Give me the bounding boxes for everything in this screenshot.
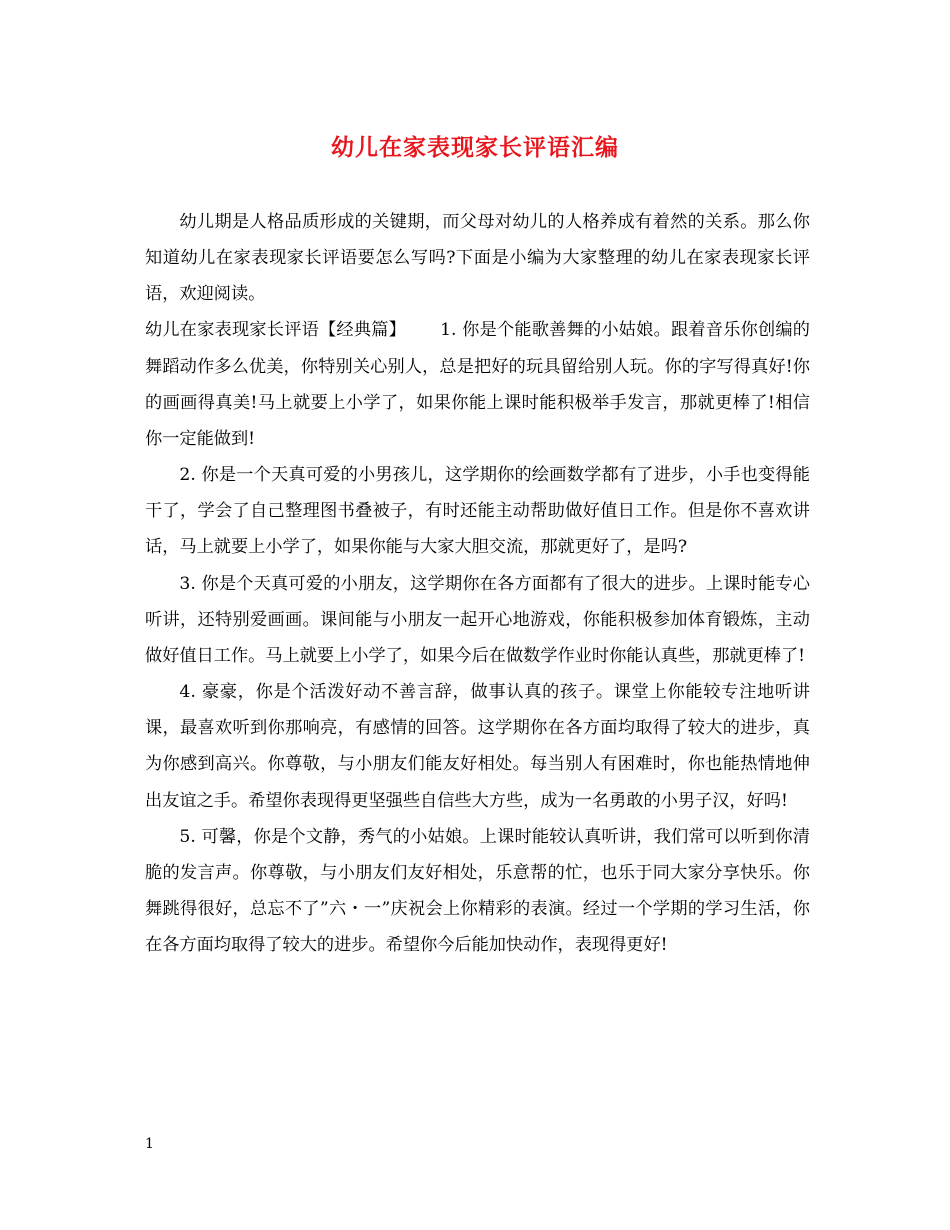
comment-paragraph-3: 3. 你是个天真可爱的小朋友，这学期你在各方面都有了很大的进步。上课时能专心听讲，还特别爱画画。课间能与小朋友一起开心地游戏，你能积极参加体育锻炼，主动做好值日工作。马上就要上小学了，如果今后在做数学作业时你能认真些，那就更棒了! [145, 573, 810, 666]
comment-paragraph-5: 5. 可馨，你是个文静，秀气的小姑娘。上课时能较认真听讲，我们常可以听到你清脆的发言声。你尊敬，与小朋友们友好相处，乐意帮的忙，也乐于同大家分享快乐。你舞跳得很好，总忘不了”六・一”庆祝会上你精彩的表演。经过一个学期的学习生活，你在各方面均取得了较大的进步。希望你今后能加快动作，表现得更好! [145, 826, 810, 956]
comment-paragraph-2: 2. 你是一个天真可爱的小男孩儿，这学期你的绘画数学都有了进步，小手也变得能干了，学会了自己整理图书叠被子，有时还能主动帮助做好值日工作。但是你不喜欢讲话，马上就要上小学了，如果你能与大家大胆交流，那就更好了，是吗? [145, 465, 810, 558]
comment-paragraph-4: 4. 豪豪，你是个活泼好动不善言辞，做事认真的孩子。课堂上你能较专注地听讲课，最喜欢听到你那响亮，有感情的回答。这学期你在各方面均取得了较大的进步，真为你感到高兴。你尊敬，与小朋友们能友好相处。每当别人有困难时，你也能热情地伸出友谊之手。希望你表现得更坚强些自信些大方些，成为一名勇敢的小男子汉，好吗! [145, 682, 810, 811]
intro-paragraph: 幼儿期是人格品质形成的关键期，而父母对幼儿的人格养成有着然的关系。那么你知道幼儿在家表现家长评语要怎么写吗?下面是小编为大家整理的幼儿在家表现家长评语，欢迎阅读。 [145, 212, 810, 305]
classic-section-paragraph: 幼儿在家表现家长评语【经典篇】 1. 你是个能歌善舞的小姑娘。跟着音乐你创编的舞蹈动作多么优美，你特别关心别人，总是把好的玩具留给别人玩。你的字写得真好!你的画画得真美!马上就要上小学了，如果你能上课时能积极举手发言，那就更棒了!相信你一定能做到! [145, 320, 810, 449]
document-body [145, 204, 810, 963]
document-title: 幼儿在家表现家长评语汇编 [331, 134, 619, 161]
page-number: 1 [145, 1136, 154, 1152]
